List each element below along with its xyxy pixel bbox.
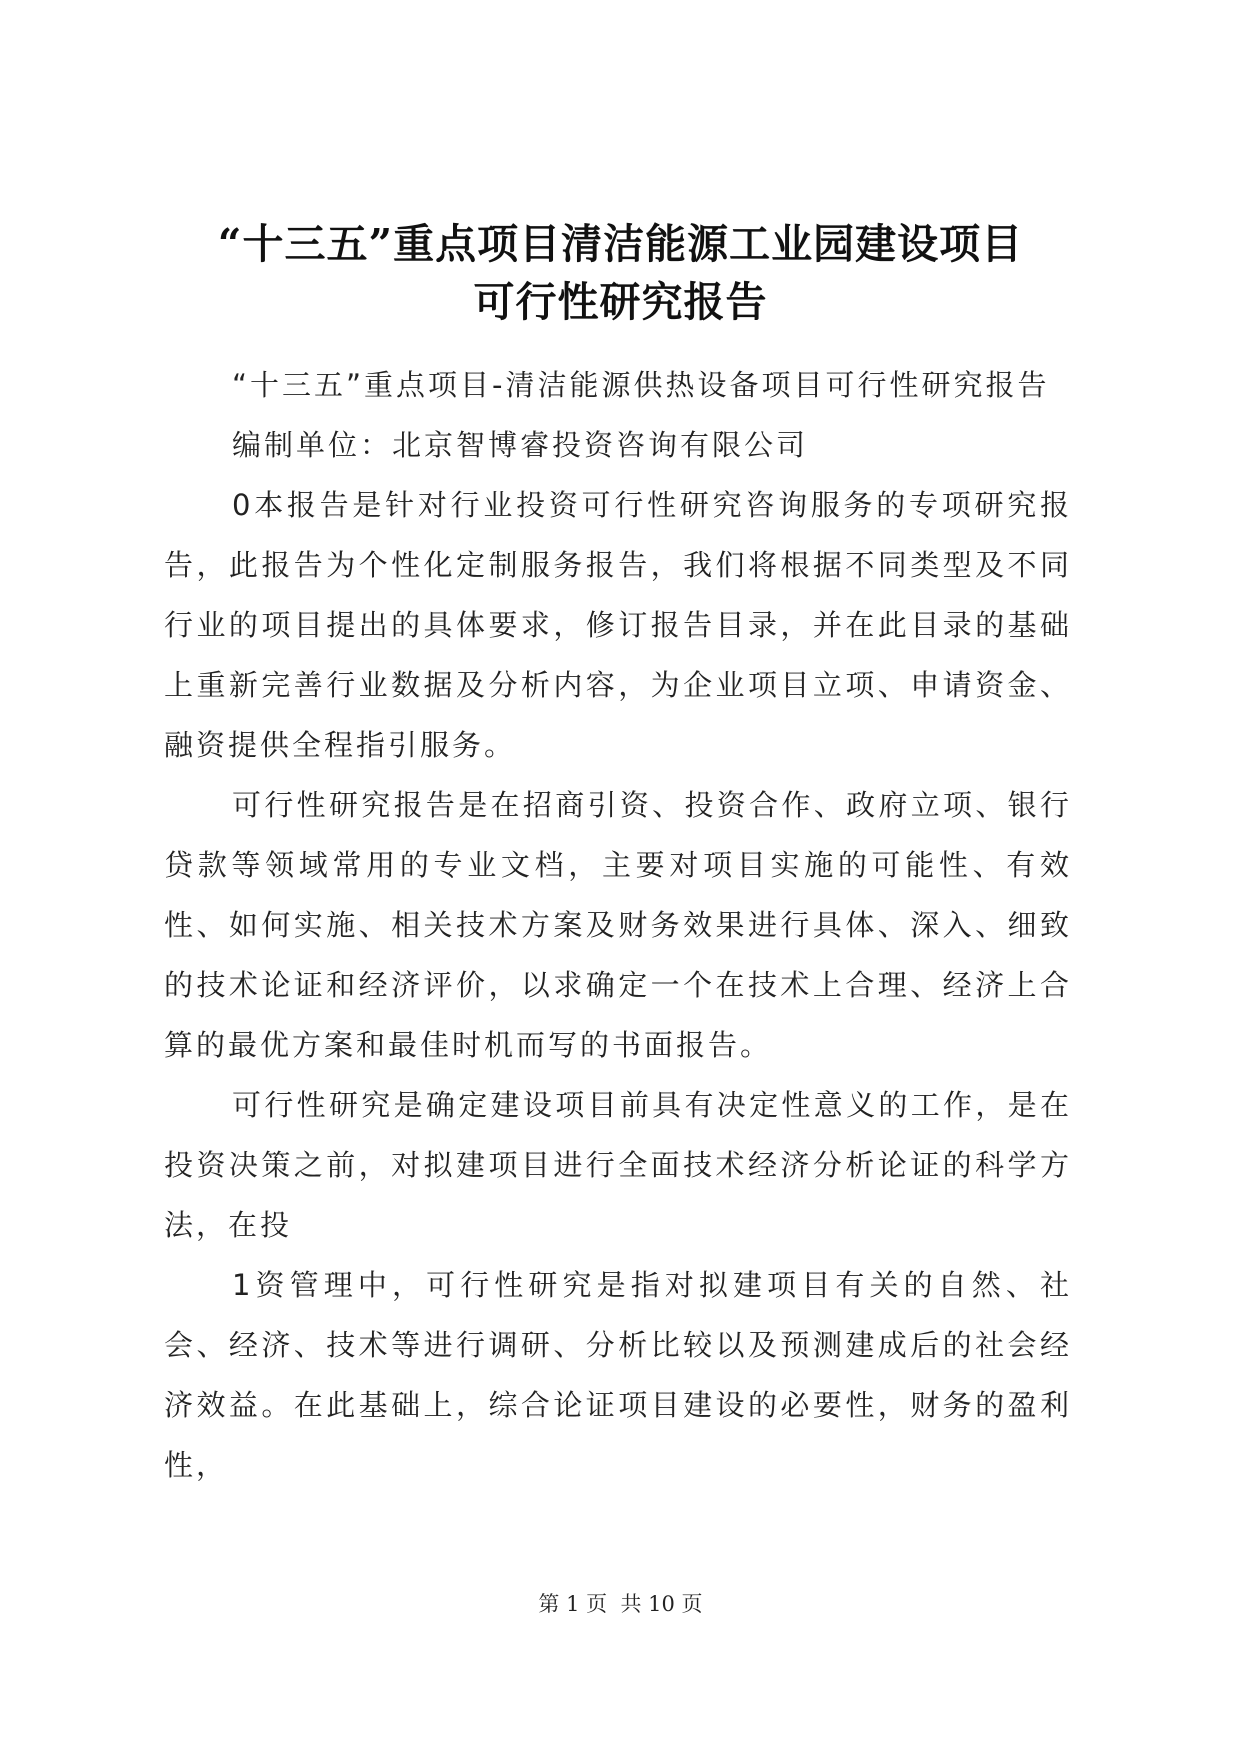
definition-paragraph: 可行性研究报告是在招商引资、投资合作、政府立项、银行贷款等领域常用的专业文档，主要对项目实施的可能性、有效性、如何实施、相关技术方案及财务效果进行具体、深入、细致的技术论证和经济评价，以求确定一个在技术上合理、经济上合算的最优方案和最佳时机而写的书面报告。: [164, 788, 1072, 1062]
management-paragraph: 1资管理中，可行性研究是指对拟建项目有关的自然、社会、经济、技术等进行调研、分析比较以及预测建成后的社会经济效益。在此基础上，综合论证项目建设的必要性，财务的盈利性，: [164, 1268, 1072, 1482]
subtitle-paragraph: “十三五”重点项目-清洁能源供热设备项目可行性研究报告: [232, 368, 1050, 402]
document-body: [164, 355, 1072, 1495]
title-line-1: “十三五”重点项目清洁能源工业园建设项目: [217, 220, 1024, 268]
title-line-2: 可行性研究报告: [473, 278, 768, 326]
document-title: [150, 215, 1091, 331]
author-paragraph: 编制单位：北京智博睿投资咨询有限公司: [232, 428, 809, 462]
feasibility-paragraph: 可行性研究是确定建设项目前具有决定性意义的工作，是在投资决策之前，对拟建项目进行全面技术经济分析论证的科学方法，在投: [164, 1088, 1072, 1242]
page-footer: 第 1 页 共 10 页: [538, 1592, 703, 1616]
intro-paragraph: 0本报告是针对行业投资可行性研究咨询服务的专项研究报告，此报告为个性化定制服务报告，我们将根据不同类型及不同行业的项目提出的具体要求，修订报告目录，并在此目录的基础上重新完善行业数据及分析内容，为企业项目立项、申请资金、融资提供全程指引服务。: [164, 488, 1072, 762]
